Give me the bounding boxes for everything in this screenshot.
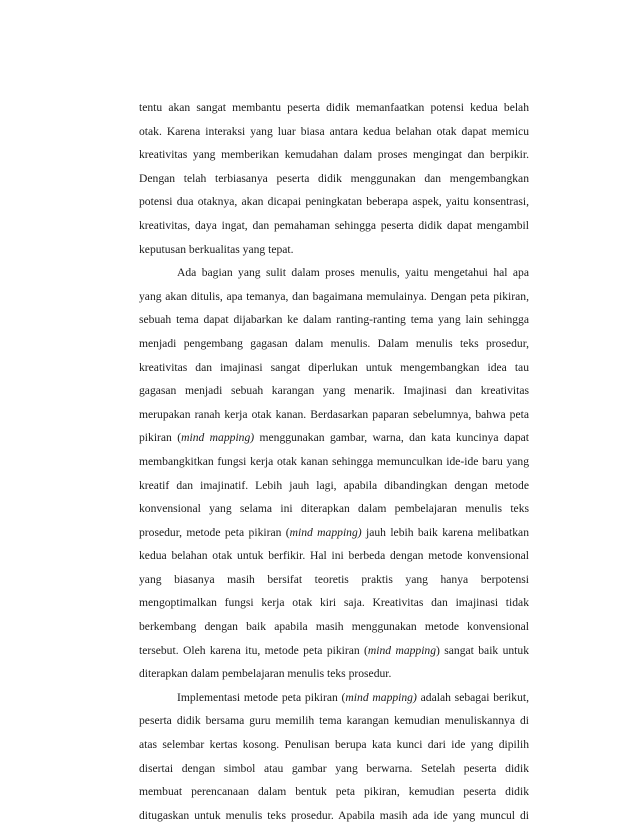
text-segment: sebuah tema dapat dijabarkan ke dalam ranting-ranting tema yang lain sehingga: [139, 313, 529, 327]
text-segment: membangkitkan fungsi kerja otak kanan sehingga memunculkan ide-ide baru yang: [139, 454, 529, 468]
text-segment: keputusan berkualitas yang tepat.: [139, 242, 294, 256]
text-line: [139, 332, 529, 356]
text-segment: pikiran (: [139, 431, 182, 445]
text-line: [139, 285, 529, 309]
text-line: [139, 615, 529, 639]
text-line: [139, 686, 529, 710]
italic-term: mind mapping: [367, 643, 437, 657]
text-line: [139, 261, 529, 285]
text-line: [139, 120, 529, 144]
text-segment: potensi dua otaknya, akan dicapai peningkatan beberapa aspek, yaitu konsentrasi,: [139, 195, 529, 209]
paragraph: [139, 96, 529, 261]
text-segment: membuat perencanaan dalam bentuk peta pikiran, kemudian peserta didik: [139, 785, 529, 799]
text-segment: ) sangat baik untuk: [436, 643, 529, 657]
text-line: [139, 403, 529, 427]
text-segment: disertai dengan simbol atau gambar yang berwarna. Setelah peserta didik: [139, 761, 529, 775]
text-line: [139, 804, 529, 827]
text-line: [139, 757, 529, 781]
paragraph: [139, 261, 529, 686]
italic-term: mind mapping): [181, 431, 255, 445]
text-segment: konvensional yang selama ini diterapkan dalam pembelajaran menulis teks: [139, 502, 529, 516]
text-line: [139, 379, 529, 403]
text-line: [139, 497, 529, 521]
text-line: [139, 474, 529, 498]
text-line: [139, 780, 529, 804]
text-line: [139, 238, 529, 262]
text-segment: kreatif dan imajinatif. Lebih jauh lagi, apabila dibandingkan dengan metode: [139, 478, 529, 492]
text-segment: menjadi pengembang gagasan dalam menulis. Dalam menulis teks prosedur,: [139, 336, 529, 350]
text-line: [139, 167, 529, 191]
text-segment: berkembang dengan baik apabila masih menggunakan metode konvensional: [139, 620, 529, 634]
paragraph: [139, 686, 529, 827]
text-segment: adalah sebagai berikut,: [416, 690, 529, 704]
text-segment: kreativitas, daya ingat, dan pemahaman sehingga peserta didik dapat mengambil: [139, 218, 529, 232]
text-segment: Implementasi metode peta pikiran (: [177, 690, 346, 704]
text-line: [139, 96, 529, 120]
text-segment: merupakan ranah kerja otak kanan. Berdasarkan paparan sebelumnya, bahwa peta: [139, 407, 529, 421]
text-segment: tentu akan sangat membantu peserta didik memanfaatkan potensi kedua belah: [139, 101, 529, 114]
text-segment: atas selembar kertas kosong. Penulisan berupa kata kunci dari ide yang dipilih: [139, 738, 529, 752]
italic-term: mind mapping): [345, 690, 417, 704]
text-segment: kreativitas yang memberikan kemudahan dalam proses mengingat dan berpikir.: [139, 148, 529, 162]
text-line: [139, 662, 529, 686]
text-segment: kedua belahan otak untuk berfikir. Hal ini berbeda dengan metode konvensional: [139, 549, 529, 563]
text-line: [139, 356, 529, 380]
text-line: [139, 544, 529, 568]
body-text: [139, 96, 529, 827]
text-segment: tersebut. Oleh karena itu, metode peta pikiran (: [139, 643, 368, 657]
text-line: [139, 591, 529, 615]
text-segment: prosedur, metode peta pikiran (: [139, 525, 290, 539]
text-segment: yang akan ditulis, apa temanya, dan bagaimana memulainya. Dengan peta pikiran,: [139, 289, 529, 303]
text-line: [139, 639, 529, 663]
text-segment: peserta didik bersama guru memilih tema karangan kemudian menuliskannya di: [139, 714, 529, 728]
text-segment: mengoptimalkan fungsi kerja otak kiri saja. Kreativitas dan imajinasi tidak: [139, 596, 529, 610]
text-segment: jauh lebih baik karena melibatkan: [361, 525, 529, 539]
text-segment: ditugaskan untuk menulis teks prosedur. Apabila masih ada ide yang muncul di: [139, 808, 529, 822]
text-line: [139, 308, 529, 332]
text-line: [139, 214, 529, 238]
italic-term: mind mapping): [289, 525, 362, 539]
text-segment: Dengan telah terbiasanya peserta didik menggunakan dan mengembangkan: [139, 171, 529, 185]
text-line: [139, 190, 529, 214]
text-line: [139, 568, 529, 592]
text-line: [139, 450, 529, 474]
text-line: [139, 709, 529, 733]
text-line: [139, 426, 529, 450]
text-segment: otak. Karena interaksi yang luar biasa antara kedua belahan otak dapat memicu: [139, 124, 529, 138]
text-segment: kreativitas dan imajinasi sangat diperlukan untuk mengembangkan idea tau: [139, 360, 529, 374]
text-line: [139, 521, 529, 545]
text-line: [139, 143, 529, 167]
text-line: [139, 733, 529, 757]
text-segment: diterapkan dalam pembelajaran menulis teks prosedur.: [139, 667, 392, 681]
text-segment: gagasan menjadi sebuah karangan yang menarik. Imajinasi dan kreativitas: [139, 384, 529, 398]
text-segment: menggunakan gambar, warna, dan kata kuncinya dapat: [254, 431, 529, 445]
text-segment: yang biasanya masih bersifat teoretis praktis yang hanya berpotensi: [139, 572, 529, 586]
text-segment: Ada bagian yang sulit dalam proses menulis, yaitu mengetahui hal apa: [177, 266, 529, 280]
